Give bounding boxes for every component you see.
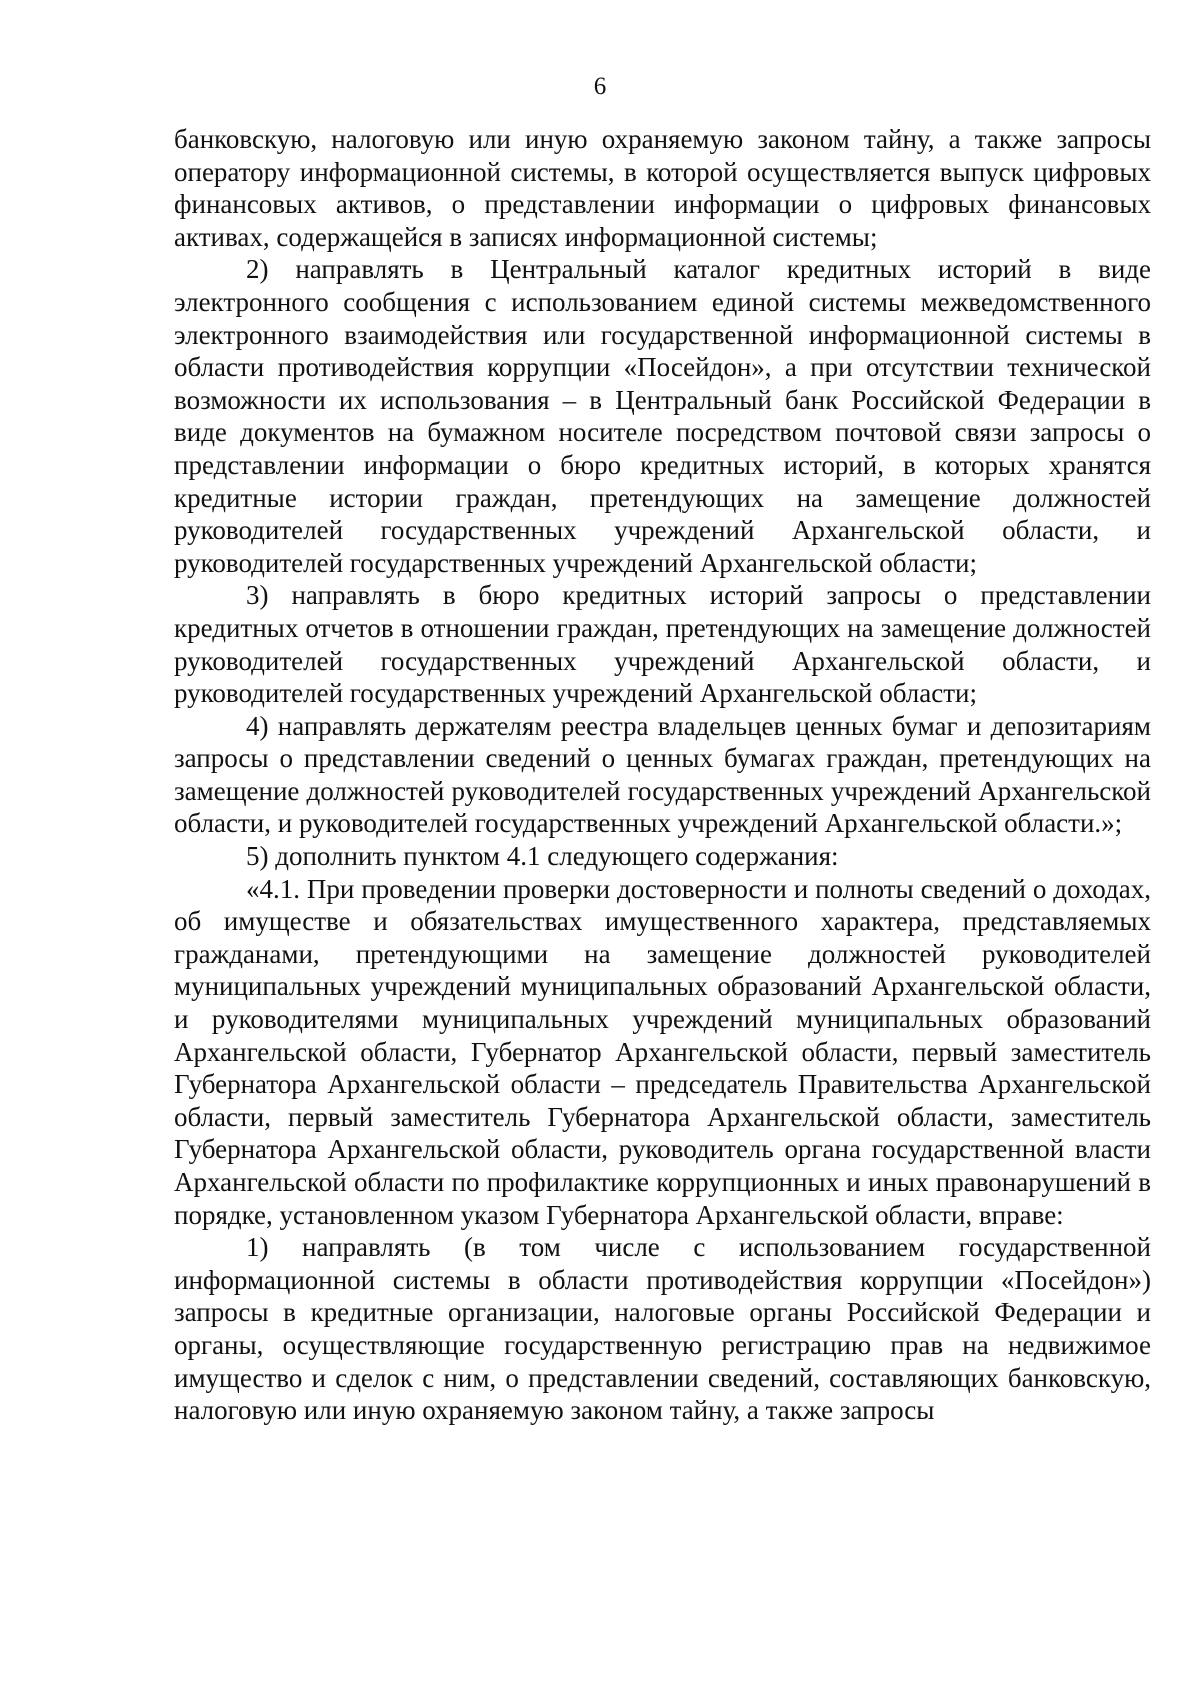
paragraph-item-4: 4) направлять держателям реестра владельцев ценных бумаг и депозитариям запросы о представлении сведений о ценных бумагах граждан, претендующих на замещение должностей руководителей государственных учреждений Архангельской области, и руководителей государственных учреждений Архангельской области.»; xyxy=(174,710,1151,839)
paragraph-clause-4-1: «4.1. При проведении проверки достоверности и полноты сведений о доходах, об имуществе и обязательствах имущественного характера, представляемых гражданами, претендующими на замещение должностей руководителей муниципальных учреждений муниципальных образований Архангельской области, и руководителями муниципальных учреждений муниципальных образований Архангельской области, Губернатор Архангельской области, первый заместитель Губернатора Архангельской области – председатель Правительства Архангельской области, первый заместитель Губернатора Архангельской области, заместитель Губернатора Архангельской области, руководитель органа государственной власти Архангельской области по профилактике коррупционных и иных правонарушений в порядке, установленном указом Губернатора Архангельской области, вправе: xyxy=(174,873,1151,1230)
paragraph-clause-4-1-item-1: 1) направлять (в том числе с использованием государственной информационной системы в области противодействия коррупции «Посейдон») запросы в кредитные организации, налоговые органы Российской Федерации и органы, осуществляющие государственную регистрацию прав на недвижимое имущество и сделок с ним, о представлении сведений, составляющих банковскую, налоговую или иную охраняемую законом тайну, а также запросы xyxy=(174,1232,1151,1426)
paragraph-item-5: 5) дополнить пунктом 4.1 следующего содержания: xyxy=(246,841,839,872)
paragraph-item-3: 3) направлять в бюро кредитных историй запросы о представлении кредитных отчетов в отношении граждан, претендующих на замещение должностей руководителей государственных учреждений Архангельской области, и руководителей государственных учреждений Архангельской области; xyxy=(174,580,1151,709)
paragraph-continuation: банковскую, налоговую или иную охраняемую законом тайну, а также запросы оператору информационной системы, в которой осуществляется выпуск цифровых финансовых активов, о представлении информации о цифровых финансовых активах, содержащейся в записях информационной системы; xyxy=(174,124,1151,252)
page-number: 6 xyxy=(593,73,607,100)
document-body xyxy=(174,123,1151,1427)
paragraph-item-2: 2) направлять в Центральный каталог кредитных историй в виде электронного сообщения с использованием единой системы межведомственного электронного взаимодействия или государственной информационной системы в области противодействия коррупции «Посейдон», а при отсутствии технической возможности их использования – в Центральный банк Российской Федерации в виде документов на бумажном носителе посредством почтовой связи запросы о представлении информации о бюро кредитных историй, в которых хранятся кредитные истории граждан, претендующих на замещение должностей руководителей государственных учреждений Архангельской области, и руководителей государственных учреждений Архангельской области; xyxy=(174,254,1151,578)
